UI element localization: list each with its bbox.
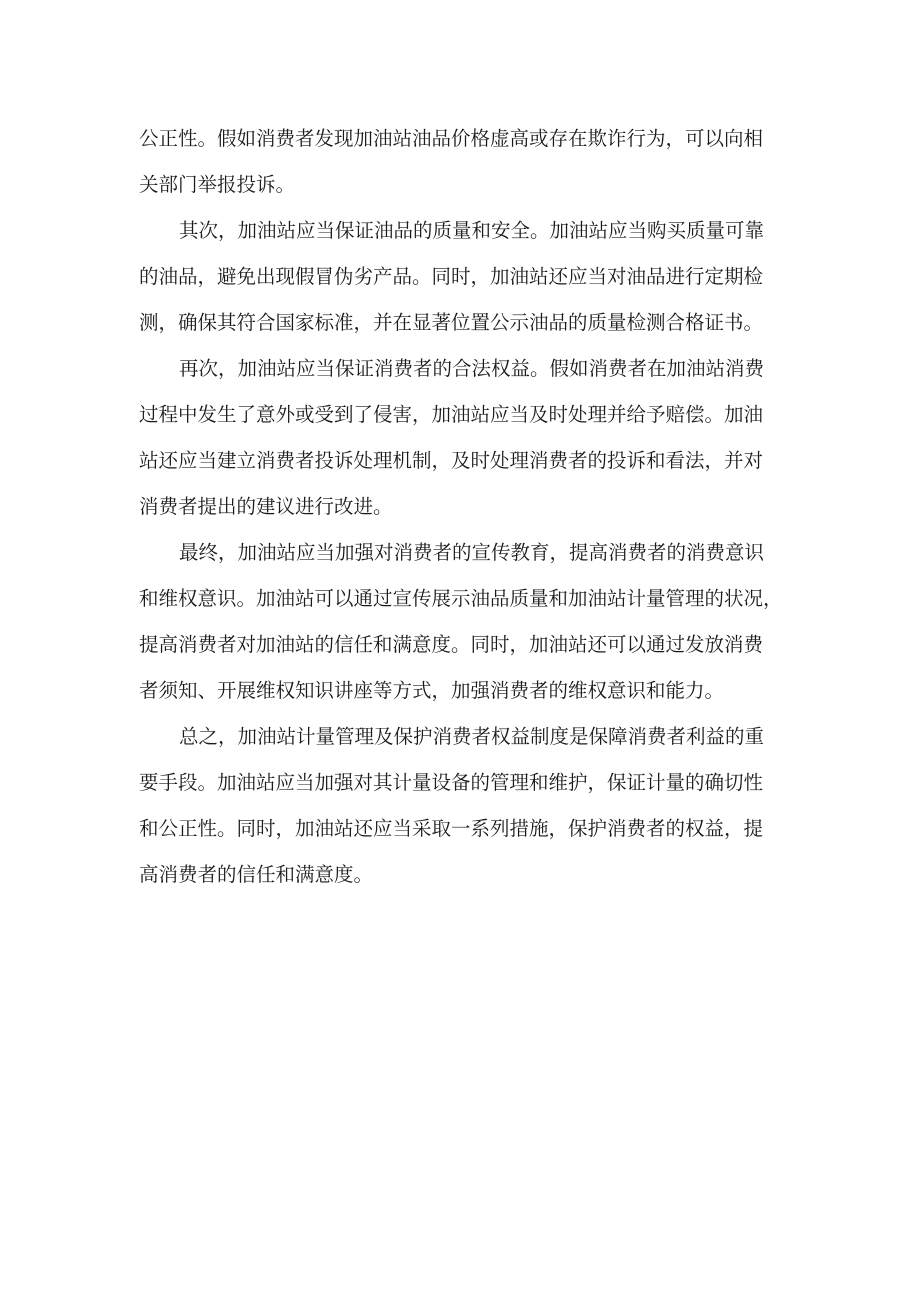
text-line: 其次，加油站应当保证油品的质量和安全。加油站应当购买质量可靠 [179, 219, 765, 242]
text-line: 测，确保其符合国家标准，并在显著位置公示油品的质量检测合格证书。 [139, 311, 764, 334]
paragraph-education [139, 530, 783, 714]
text-line: 和维权意识。加油站可以通过宣传展示油品质量和加油站计量管理的状况， [139, 587, 783, 610]
text-line: 要手段。加油站应当加强对其计量设备的管理和维护，保证计量的确切性 [139, 771, 764, 794]
text-line: 过程中发生了意外或受到了侵害，加油站应当及时处理并给予赔偿。加油 [139, 403, 764, 426]
paragraph-quality [139, 208, 783, 346]
paragraph-summary [139, 714, 783, 898]
paragraph-rights [139, 346, 783, 530]
text-line: 高消费者的信任和满意度。 [139, 863, 374, 886]
text-line: 关部门举报投诉。 [139, 173, 296, 196]
text-line: 站还应当建立消费者投诉处理机制，及时处理消费者的投诉和看法，并对 [139, 449, 764, 472]
text-line: 的油品，避免出现假冒伪劣产品。同时，加油站还应当对油品进行定期检 [139, 265, 764, 288]
document-body [139, 116, 783, 898]
text-line: 提高消费者对加油站的信任和满意度。同时，加油站还可以通过发放消费 [139, 633, 764, 656]
text-line: 和公正性。同时，加油站还应当采取一系列措施，保护消费者的权益，提 [139, 817, 764, 840]
text-line: 再次，加油站应当保证消费者的合法权益。假如消费者在加油站消费 [179, 357, 765, 380]
paragraph-continuation [139, 116, 783, 208]
text-line: 总之，加油站计量管理及保护消费者权益制度是保障消费者利益的重 [179, 725, 765, 748]
text-line: 消费者提出的建议进行改进。 [139, 495, 393, 518]
text-line: 最终，加油站应当加强对消费者的宣传教育，提高消费者的消费意识 [179, 541, 765, 564]
text-line: 公正性。假如消费者发现加油站油品价格虚高或存在欺诈行为，可以向相 [139, 127, 764, 150]
text-line: 者须知、开展维权知识讲座等方式，加强消费者的维权意识和能力。 [139, 679, 725, 702]
